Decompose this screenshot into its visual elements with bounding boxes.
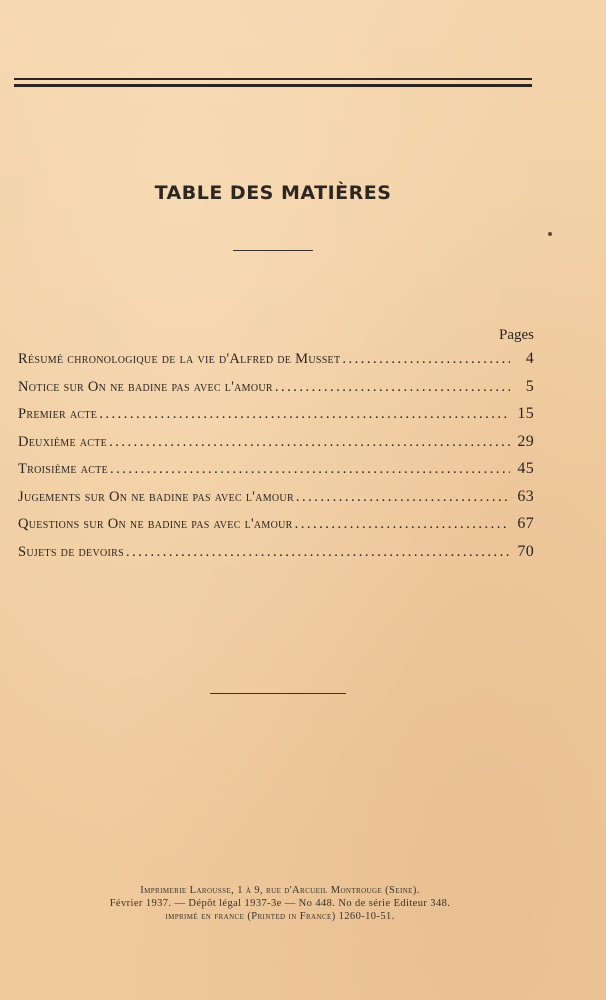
paper-speck xyxy=(548,232,552,236)
toc-entry-page: 63 xyxy=(517,487,534,505)
imprint-line-3: imprimé en france (Printed in France) 1260-10-51. xyxy=(165,911,395,922)
printer-imprint xyxy=(30,884,530,923)
toc-entry xyxy=(18,483,534,511)
top-double-rule-lower xyxy=(14,84,532,87)
toc-entry-page: 70 xyxy=(517,542,534,560)
leader-dots xyxy=(99,401,510,428)
toc-entry-label: Deuxième acte xyxy=(18,433,108,450)
toc-entry-page: 4 xyxy=(525,350,534,367)
toc-entry-page: 29 xyxy=(517,432,534,450)
imprint-line-1: Imprimerie Larousse, 1 à 9, rue d'Arcueil Montrouge (Seine). xyxy=(140,885,420,896)
toc-entry-page: 5 xyxy=(525,377,534,395)
toc-entry-page: 67 xyxy=(517,515,534,532)
toc-entry-label: Troisième acte xyxy=(18,461,109,477)
leader-dots xyxy=(110,456,510,483)
leader-dots xyxy=(342,346,510,373)
toc-entry xyxy=(18,455,534,483)
toc-entry xyxy=(18,538,534,566)
leader-dots xyxy=(296,484,510,511)
title-divider xyxy=(233,250,313,251)
toc-entry-label: Sujets de devoirs xyxy=(18,543,124,560)
toc-entry xyxy=(18,400,534,428)
toc-entry-label: Résumé chronologique de la vie d'Alfred de Musset xyxy=(18,351,341,367)
toc-entry-label: Premier acte xyxy=(18,406,98,422)
toc-entry xyxy=(18,373,534,401)
toc-entry-page: 45 xyxy=(517,460,534,477)
page-title: TABLE DES MATIÈRES xyxy=(154,182,392,204)
toc-entry-label: Notice sur On ne badine pas avec l'amour xyxy=(18,378,273,395)
toc-entry xyxy=(18,428,534,456)
toc-entry xyxy=(18,345,534,373)
toc-entry xyxy=(18,510,534,538)
table-of-contents xyxy=(18,325,534,565)
toc-entry-page: 15 xyxy=(517,405,534,422)
imprint-line-2: Février 1937. — Dépôt légal 1937-3e — No 448. No de série Editeur 348. xyxy=(109,898,451,909)
leader-dots xyxy=(295,511,510,538)
leader-dots xyxy=(275,374,510,401)
toc-entry-label: Questions sur On ne badine pas avec l'amour xyxy=(18,516,293,532)
leader-dots xyxy=(109,429,510,456)
leader-dots xyxy=(126,539,510,566)
bottom-divider xyxy=(210,693,346,694)
top-double-rule-upper xyxy=(14,78,532,80)
toc-entry-label: Jugements sur On ne badine pas avec l'amour xyxy=(18,488,294,505)
pages-column-label: Pages xyxy=(499,327,534,343)
